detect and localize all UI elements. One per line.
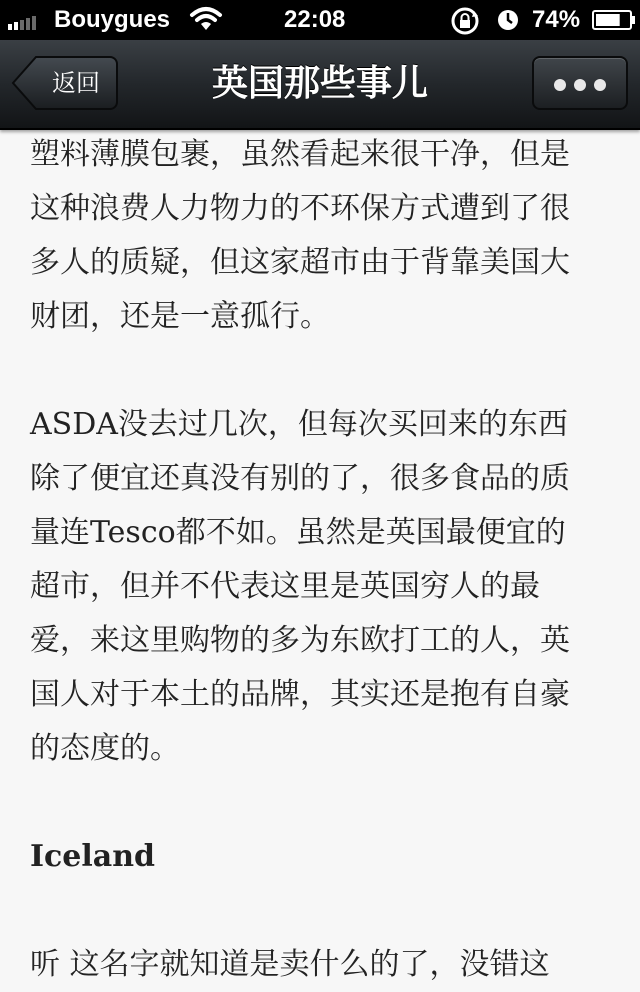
section-heading: Iceland [30, 839, 156, 874]
more-dots-icon [574, 79, 586, 91]
navigation-bar [0, 40, 640, 130]
article-line: 这种浪费人力物力的不环保方式遭到了很 [30, 191, 570, 226]
back-button[interactable] [12, 56, 118, 110]
article-line: 超市，但并不代表这里是英国穷人的最 [30, 569, 540, 604]
more-dots-icon [594, 79, 606, 91]
more-dots-icon [554, 79, 566, 91]
article-line: 塑料薄膜包裹，虽然看起来很干净，但是 [30, 137, 570, 172]
paragraph-gap [30, 884, 610, 938]
alarm-icon [497, 9, 519, 31]
carrier-name: Bouygues [54, 6, 171, 33]
battery-percent: 74% [532, 6, 581, 33]
paragraph-gap [30, 776, 610, 830]
article-line: 国人对于本土的品牌，其实还是抱有自豪 [30, 677, 570, 712]
article-line: 多人的质疑，但这家超市由于背靠美国大 [30, 245, 570, 280]
battery-icon [592, 10, 636, 30]
page-title: 英国那些事儿 [211, 63, 428, 104]
article-line: 量连Tesco都不如。虽然是英国最便宜的 [30, 515, 566, 550]
wifi-icon [190, 6, 222, 32]
article-line: 听 这名字就知道是卖什么的了，没错这 [30, 947, 550, 982]
article-line: 的态度的。 [30, 731, 180, 766]
article-body [30, 128, 610, 982]
paragraph-gap [30, 344, 610, 398]
article-line: 爱，来这里购物的多为东欧打工的人，英 [30, 623, 570, 658]
back-button-label: 返回 [52, 69, 100, 97]
more-button[interactable] [532, 56, 628, 110]
article-line: ASDA没去过几次，但每次买回来的东西 [30, 407, 568, 442]
article-line: 财团，还是一意孤行。 [30, 299, 330, 334]
status-time: 22:08 [284, 6, 346, 33]
signal-icon [8, 14, 36, 30]
status-bar [0, 0, 640, 40]
rotation-lock-icon [450, 6, 480, 36]
article-line: 除了便宜还真没有别的了，很多食品的质 [30, 461, 570, 496]
